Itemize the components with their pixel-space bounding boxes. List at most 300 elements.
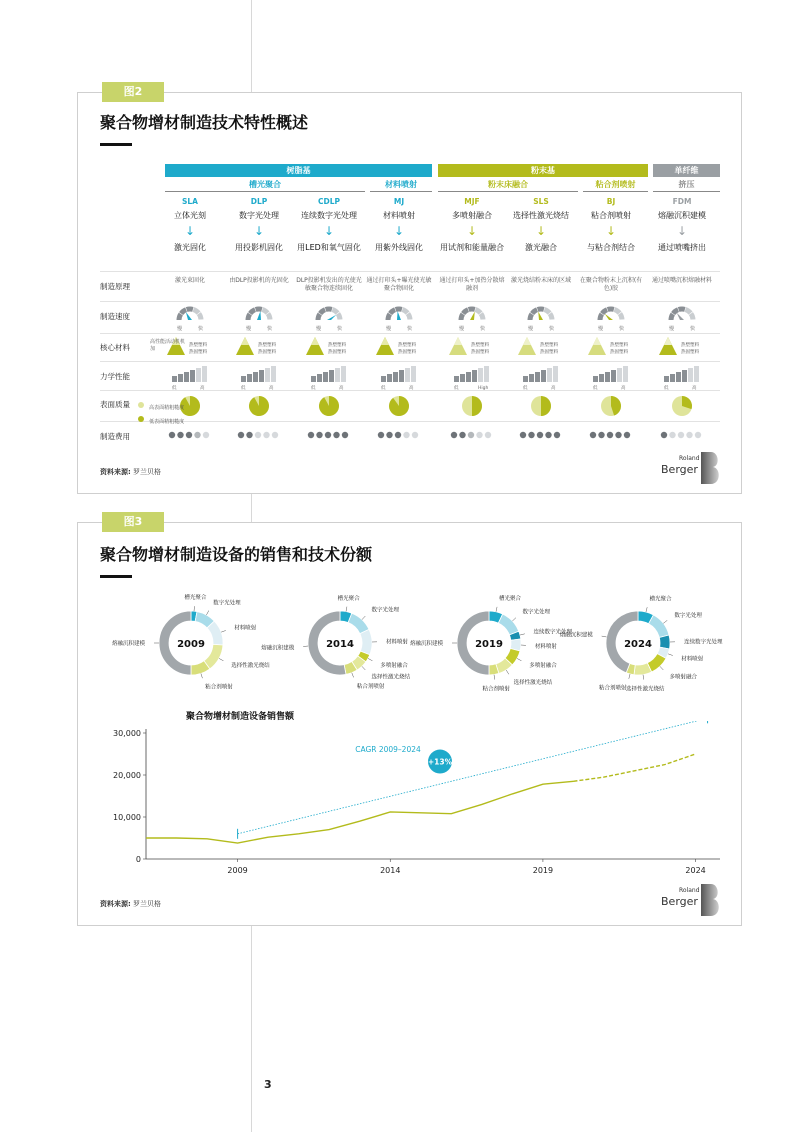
donut-year: 2019 xyxy=(475,639,503,650)
speed-slow-label: 慢 xyxy=(177,326,183,331)
material-pyramid xyxy=(305,336,365,358)
gauge-segment xyxy=(673,310,678,314)
figure3-source xyxy=(100,899,161,909)
mech-bar xyxy=(393,372,398,382)
tech-column-sla xyxy=(155,197,225,253)
speed-fast-label: 快 xyxy=(407,326,413,331)
tech-principle: 在聚合物粉末上沉积(有色)胶 xyxy=(579,277,643,292)
donut-label: 材料喷射 xyxy=(385,639,408,646)
gauge-segment xyxy=(614,310,619,314)
gauge-segment xyxy=(396,309,402,310)
material-label: 热塑塑料 xyxy=(258,343,276,348)
material-pyramid xyxy=(517,336,577,358)
mech-bar xyxy=(623,366,628,382)
gauge-segment xyxy=(608,309,614,310)
mech-bar xyxy=(311,376,316,382)
cost-dot xyxy=(554,432,560,438)
material-pyramid xyxy=(587,336,647,358)
tech-name: 熔融沉积建模 xyxy=(658,211,706,220)
tech-mechanism: 用LED和氧气固化 xyxy=(297,243,361,252)
donut-year: 2014 xyxy=(326,639,354,650)
pyramid-layer xyxy=(664,337,672,345)
figure2-panel xyxy=(77,92,742,494)
material-pyramid xyxy=(448,336,508,358)
gauge-segment xyxy=(181,310,186,314)
mech-high-label: 高 xyxy=(269,386,274,390)
donut-label: 槽光聚合 xyxy=(184,595,207,602)
mech-bar xyxy=(271,366,276,382)
tech-principle: 通过打印头+加热分散熔融剂 xyxy=(439,277,505,292)
label-leader xyxy=(668,654,673,656)
logo-b-mark xyxy=(699,883,721,917)
label-leader xyxy=(602,636,607,637)
label-leader xyxy=(629,674,630,679)
speed-fast-label: 快 xyxy=(198,326,204,331)
tech-name: 数字光处理 xyxy=(239,211,279,220)
speed-fast-label: 快 xyxy=(549,326,555,331)
mech-bar xyxy=(172,376,177,382)
speed-fast-label: 快 xyxy=(690,326,696,331)
gauge-segment xyxy=(685,310,690,314)
gauge-segment xyxy=(475,310,480,314)
cost-dot xyxy=(545,432,551,438)
quality-legend-low-label: 低表面精粗糙度 xyxy=(149,419,185,425)
gauge-segment xyxy=(179,314,181,320)
mech-bar xyxy=(454,376,459,382)
material-pyramid xyxy=(658,336,718,358)
tech-abbr: SLA xyxy=(182,197,198,206)
speed-fast-label: 快 xyxy=(480,326,486,331)
cost-dot xyxy=(412,432,418,438)
figure2-title: 聚合物增材制造技术特性概述 xyxy=(100,113,309,132)
mech-bar xyxy=(688,368,693,382)
tech-mechanism: 激光固化 xyxy=(174,243,206,252)
mech-bar xyxy=(341,366,346,382)
gauge-segment xyxy=(250,310,255,314)
mech-bar xyxy=(190,370,195,382)
pyramid-layer xyxy=(241,337,249,345)
gauge-needle xyxy=(605,314,613,320)
mech-bar xyxy=(317,374,322,382)
donut-label: 数字光处理 xyxy=(674,612,702,619)
label-leader xyxy=(512,618,516,621)
mech-high-label: 高 xyxy=(692,386,697,390)
cost-dots xyxy=(589,430,633,440)
roland-berger-logo xyxy=(661,451,721,485)
material-label: 热塑塑料 xyxy=(681,343,699,348)
y-tick-label: 0 xyxy=(135,855,141,864)
mech-bar xyxy=(676,372,681,382)
y-tick-label: 20,000 xyxy=(113,771,141,780)
row-label-mechanical: 力学性能 xyxy=(100,372,130,381)
mechanical-bars xyxy=(452,364,492,390)
mech-bar xyxy=(484,366,489,382)
x-tick-label: 2024 xyxy=(685,866,706,875)
gauge-segment xyxy=(544,310,549,314)
donut-2019 xyxy=(409,581,579,711)
gauge-segment xyxy=(187,309,193,310)
donut-label: 槽光聚合 xyxy=(499,596,522,603)
tech-name: 选择性激光烧结 xyxy=(513,211,569,220)
surface-quality-pie xyxy=(530,395,552,417)
mech-bar xyxy=(247,374,252,382)
figure3-panel xyxy=(77,522,742,926)
row-label-principle: 制造原理 xyxy=(100,282,130,291)
logo-roland: Roland xyxy=(679,887,700,894)
gauge-segment xyxy=(408,314,410,320)
y-tick-label: 10,000 xyxy=(113,813,141,822)
speed-slow-label: 慢 xyxy=(246,326,252,331)
label-leader xyxy=(352,673,354,678)
mech-bar xyxy=(682,370,687,382)
gauge-segment xyxy=(193,310,198,314)
tech-mechanism: 与粘合剂结合 xyxy=(587,243,635,252)
surface-quality-pie xyxy=(671,395,693,417)
donut-label: 槽光聚合 xyxy=(649,596,672,603)
gauge-segment xyxy=(461,314,463,320)
speed-slow-label: 慢 xyxy=(669,326,675,331)
label-leader xyxy=(494,675,495,680)
row-divider xyxy=(100,271,720,272)
donut-label: 熔融沉积建模 xyxy=(559,632,593,639)
gauge-segment xyxy=(268,314,270,320)
mech-bar xyxy=(405,368,410,382)
mech-bar xyxy=(202,366,207,382)
source-label: 资料来源: xyxy=(100,468,131,476)
pie-slice xyxy=(472,396,482,416)
logo-berger: Berger xyxy=(661,895,698,908)
cagr-line xyxy=(238,721,708,834)
y-tick-label: 30,000 xyxy=(113,729,141,738)
speed-gauge xyxy=(168,305,212,331)
cost-dot xyxy=(661,432,667,438)
gauge-needle xyxy=(186,312,192,320)
category-powder: 粉末基 xyxy=(438,164,648,177)
tech-mechanism: 用投影机固化 xyxy=(235,243,283,252)
gauge-segment xyxy=(550,314,552,320)
label-leader xyxy=(206,611,208,615)
cost-dots xyxy=(519,430,563,440)
label-leader xyxy=(219,658,223,660)
gauge-segment xyxy=(248,314,250,320)
gauge-segment xyxy=(402,310,407,314)
x-tick-label: 2009 xyxy=(227,866,248,875)
row-label-surface: 表面质量 xyxy=(100,400,130,409)
material-label: 热固塑料 xyxy=(398,350,416,355)
tech-abbr: MJF xyxy=(464,197,480,206)
surface-quality-pie xyxy=(318,395,340,417)
cost-dot xyxy=(316,432,322,438)
donut-slice xyxy=(360,629,372,654)
donut-label: 材料喷射 xyxy=(681,656,704,663)
cost-dot xyxy=(263,432,269,438)
gauge-segment xyxy=(318,314,320,320)
x-tick-label: 2014 xyxy=(380,866,401,875)
pyramid-layer xyxy=(523,337,531,345)
cost-dot xyxy=(598,432,604,438)
donut-2009 xyxy=(111,581,281,711)
gauge-segment xyxy=(600,314,602,320)
tech-column-bj xyxy=(576,197,646,253)
donut-year: 2009 xyxy=(177,639,205,650)
mech-bar xyxy=(605,372,610,382)
material-label: 热固塑料 xyxy=(681,350,699,355)
mech-bar xyxy=(265,368,270,382)
cost-dots xyxy=(168,430,212,440)
cagr-annotation: CAGR 2009–2024 xyxy=(355,744,421,754)
donut-label: 选择性激光烧结 xyxy=(625,686,665,693)
tech-abbr: DLP xyxy=(250,197,268,206)
tech-abbr: CDLP xyxy=(317,197,340,206)
donut-label: 熔融沉积建模 xyxy=(409,641,443,647)
gauge-needle xyxy=(470,311,475,320)
mech-bar xyxy=(178,374,183,382)
label-leader xyxy=(660,666,663,670)
cost-dot xyxy=(678,432,684,438)
tech-mechanism: 用紫外线固化 xyxy=(375,243,423,252)
material-pyramid xyxy=(375,336,435,358)
surface-quality-pie xyxy=(248,395,270,417)
tech-principle: 通过喷嘴沉积熔融材料 xyxy=(651,277,712,284)
material-label: 热塑塑料 xyxy=(189,343,207,348)
mech-bar xyxy=(259,370,264,382)
subcategory-binder: 粘合剂喷射 xyxy=(583,179,648,192)
donut-slice xyxy=(498,614,518,635)
pie-slice xyxy=(249,396,269,416)
cost-dot xyxy=(333,432,339,438)
tech-abbr: BJ xyxy=(606,197,616,206)
speed-fast-label: 快 xyxy=(619,326,625,331)
mech-low-label: 低 xyxy=(454,386,459,390)
mech-high-label: 高 xyxy=(200,386,205,390)
label-leader xyxy=(643,675,644,680)
pie-slice xyxy=(541,396,551,416)
mechanical-bars xyxy=(239,364,279,390)
cost-dots xyxy=(307,430,351,440)
mech-high-label: 高 xyxy=(409,386,414,390)
subcategory-pbf: 粉末床融合 xyxy=(438,179,578,192)
material-label: 热固塑料 xyxy=(328,350,346,355)
material-label: 热固塑料 xyxy=(258,350,276,355)
tech-principle: 通过打印头+曝光使光敏聚合物固化 xyxy=(366,277,432,292)
mech-bar xyxy=(599,374,604,382)
tech-name: 连续数字光处理 xyxy=(301,211,357,220)
down-arrow-icon: ↓ xyxy=(323,224,335,238)
title-underline xyxy=(100,143,132,146)
down-arrow-icon: ↓ xyxy=(535,224,547,238)
cost-dots xyxy=(450,430,494,440)
mech-low-label: 低 xyxy=(241,386,246,390)
cost-dot xyxy=(272,432,278,438)
mech-bar xyxy=(184,372,189,382)
mech-low-label: 低 xyxy=(381,386,386,390)
cost-dot xyxy=(238,432,244,438)
tech-name: 多喷射融合 xyxy=(452,211,492,220)
mechanical-bars xyxy=(591,364,631,390)
gauge-segment xyxy=(481,314,483,320)
pyramid-layer xyxy=(593,337,601,345)
speed-slow-label: 慢 xyxy=(386,326,392,331)
mech-bar xyxy=(547,368,552,382)
mech-bar xyxy=(694,366,699,382)
tech-column-mj xyxy=(364,197,434,253)
material-pyramid xyxy=(235,336,295,358)
down-arrow-icon: ↓ xyxy=(676,224,688,238)
gauge-needle xyxy=(397,311,401,320)
mech-low-label: 低 xyxy=(311,386,316,390)
gauge-segment xyxy=(463,310,468,314)
gauge-segment xyxy=(256,309,262,310)
mech-bar xyxy=(253,372,258,382)
donut-label: 材料喷射 xyxy=(534,643,557,650)
mech-bar xyxy=(399,370,404,382)
gauge-segment xyxy=(338,314,340,320)
donut-label: 选择性激光烧结 xyxy=(371,674,411,681)
cost-dot xyxy=(695,432,701,438)
source-label: 资料来源: xyxy=(100,900,131,908)
tech-principle: 激光烧结粉末床的区域 xyxy=(510,277,571,284)
donut-label: 多喷射融合 xyxy=(529,663,557,670)
mechanical-bars xyxy=(662,364,702,390)
cost-dot xyxy=(485,432,491,438)
category-resin: 树脂基 xyxy=(165,164,432,177)
label-leader xyxy=(663,620,667,623)
cost-dot xyxy=(203,432,209,438)
mech-low-label: 低 xyxy=(593,386,598,390)
mech-bar xyxy=(241,376,246,382)
cost-dots xyxy=(377,430,421,440)
gauge-segment xyxy=(332,310,337,314)
gauge-segment xyxy=(620,314,622,320)
sales-line-chart xyxy=(78,721,743,891)
mech-bar xyxy=(323,372,328,382)
mech-bar xyxy=(535,372,540,382)
category-fiber: 单纤维 xyxy=(653,164,720,177)
cost-dot xyxy=(246,432,252,438)
tech-column-mjf xyxy=(437,197,507,253)
donut-label: 熔融沉积建模 xyxy=(261,645,295,652)
material-label: 热固塑料 xyxy=(610,350,628,355)
surface-quality-pie xyxy=(461,395,483,417)
label-leader xyxy=(368,658,372,660)
mech-bar xyxy=(617,368,622,382)
label-leader xyxy=(221,630,226,632)
material-label: 热固塑料 xyxy=(189,350,207,355)
subcategory-jetting: 材料喷射 xyxy=(370,179,432,192)
subcategory-extrusion: 挤压 xyxy=(653,179,720,192)
donut-label: 连续数字光处理 xyxy=(683,639,723,646)
donut-label: 选择性激光烧结 xyxy=(513,679,553,686)
donut-label: 粘合剂喷射 xyxy=(599,685,627,692)
donut-label: 选择性激光烧结 xyxy=(231,663,270,670)
label-leader xyxy=(646,607,647,612)
pie-slice xyxy=(319,396,339,416)
cost-dot xyxy=(624,432,630,438)
tech-column-cdlp xyxy=(294,197,364,253)
cost-dots xyxy=(660,430,704,440)
donut-label: 粘合剂喷射 xyxy=(205,684,233,691)
speed-gauge xyxy=(377,305,421,331)
cost-dot xyxy=(520,432,526,438)
donut-label: 数字光处理 xyxy=(213,600,241,607)
mech-high-label: 高 xyxy=(339,386,344,390)
donut-label: 槽光聚合 xyxy=(337,595,360,602)
pyramid-layer xyxy=(454,337,462,345)
gauge-segment xyxy=(388,314,390,320)
tech-column-sls xyxy=(506,197,576,253)
speed-gauge xyxy=(660,305,704,331)
pyramid-layer xyxy=(381,337,389,345)
series-line-forecast xyxy=(573,754,695,781)
mech-low-label: 低 xyxy=(523,386,528,390)
mech-bar xyxy=(196,368,201,382)
tech-name: 粘合剂喷射 xyxy=(591,211,631,220)
logo-b-mark xyxy=(699,451,721,485)
donut-label: 多喷射融合 xyxy=(380,663,408,670)
pie-slice xyxy=(389,396,409,416)
figure2-source xyxy=(100,467,161,477)
mechanical-bars xyxy=(309,364,349,390)
mech-bar xyxy=(529,374,534,382)
gauge-segment xyxy=(532,310,537,314)
mech-bar xyxy=(329,370,334,382)
label-leader xyxy=(201,673,203,678)
mech-bar xyxy=(541,370,546,382)
surface-quality-pie xyxy=(388,395,410,417)
donut-slice xyxy=(649,615,669,638)
cost-dot xyxy=(403,432,409,438)
tech-principle: 激光束固化 xyxy=(174,277,205,284)
surface-quality-pie xyxy=(600,395,622,417)
gauge-segment xyxy=(262,310,267,314)
donut-label: 材料喷射 xyxy=(234,625,257,632)
series-line-actual xyxy=(146,781,573,843)
donut-label: 数字光处理 xyxy=(371,607,400,614)
roland-berger-logo xyxy=(661,883,721,917)
mech-bar xyxy=(466,372,471,382)
figure3-tag: 图3 xyxy=(102,512,164,532)
chart-title: 聚合物增材制造设备销售额 xyxy=(186,712,295,722)
cost-dot xyxy=(615,432,621,438)
cost-dot xyxy=(386,432,392,438)
cost-dots xyxy=(237,430,281,440)
row-divider xyxy=(100,301,720,302)
cost-dot xyxy=(607,432,613,438)
mech-bar xyxy=(664,376,669,382)
gauge-segment xyxy=(679,309,685,310)
donut-label: 粘合剂喷射 xyxy=(356,683,385,690)
down-arrow-icon: ↓ xyxy=(466,224,478,238)
mech-bar xyxy=(472,370,477,382)
donut-label: 粘合剂喷射 xyxy=(482,686,510,693)
pyramid-layer xyxy=(311,337,319,345)
cost-dot xyxy=(325,432,331,438)
label-leader xyxy=(496,607,497,612)
material-note: 高性能活动机机加 xyxy=(150,339,186,352)
donut-2024 xyxy=(558,581,728,711)
gauge-segment xyxy=(326,309,332,310)
mech-bar xyxy=(553,366,558,382)
gauge-needle xyxy=(257,311,261,320)
cost-dot xyxy=(395,432,401,438)
tech-mechanism: 激光融合 xyxy=(525,243,557,252)
down-arrow-icon: ↓ xyxy=(253,224,265,238)
speed-slow-label: 慢 xyxy=(598,326,604,331)
gauge-segment xyxy=(538,309,544,310)
mech-bar xyxy=(460,374,465,382)
speed-fast-label: 快 xyxy=(337,326,343,331)
mechanical-bars xyxy=(170,364,210,390)
